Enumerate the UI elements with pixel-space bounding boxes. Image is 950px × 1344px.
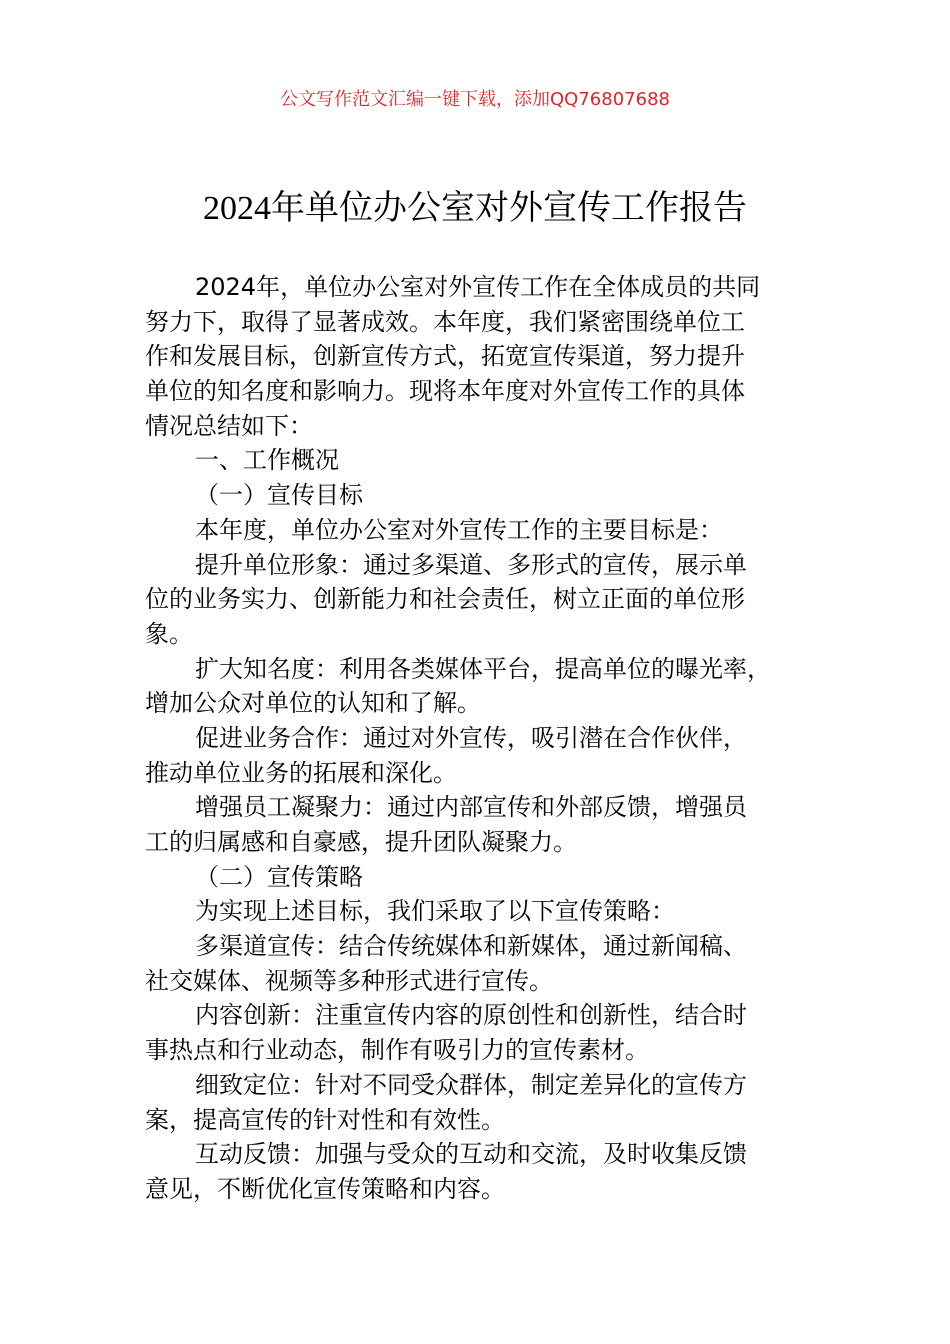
paragraph: [145, 998, 825, 1067]
text-line: 情况总结如下：: [145, 411, 313, 440]
paragraph: [145, 270, 825, 443]
paragraph: [145, 548, 825, 652]
text-line: 细致定位：针对不同受众群体，制定差异化的宣传方: [195, 1070, 747, 1099]
text-line: 增强员工凝聚力：通过内部宣传和外部反馈，增强员: [195, 793, 747, 822]
text-line: 社交媒体、视频等多种形式进行宣传。: [145, 966, 553, 995]
paragraph: [145, 513, 825, 548]
text-line: 一、工作概况: [195, 446, 339, 475]
document-body: [145, 270, 825, 1207]
text-line: 增加公众对单位的认知和了解。: [145, 689, 481, 718]
text-line: 扩大知名度：利用各类媒体平台，提高单位的曝光率，: [195, 654, 771, 683]
text-line: 互动反馈：加强与受众的互动和交流，及时收集反馈: [195, 1140, 747, 1169]
text-line: 意见，不断优化宣传策略和内容。: [145, 1174, 505, 1203]
paragraph: [145, 443, 825, 478]
document-title: 2024年单位办公室对外宣传工作报告: [203, 190, 747, 227]
text-line: 推动单位业务的拓展和深化。: [145, 758, 457, 787]
text-line: 本年度，单位办公室对外宣传工作的主要目标是：: [195, 515, 723, 544]
text-line: （二）宣传策略: [195, 862, 363, 891]
paragraph: [145, 478, 825, 513]
paragraph: [145, 894, 825, 929]
text-line: 努力下，取得了显著成效。本年度，我们紧密围绕单位工: [145, 307, 745, 336]
text-line: 单位的知名度和影响力。现将本年度对外宣传工作的具体: [145, 377, 745, 406]
text-line: 2024年，单位办公室对外宣传工作在全体成员的共同: [195, 273, 761, 301]
download-banner: 公文写作范文汇编一键下载，添加QQ76807688: [280, 89, 670, 110]
paragraph: [145, 1068, 825, 1137]
text-line: 工的归属感和自豪感，提升团队凝聚力。: [145, 828, 577, 856]
text-line: 作和发展目标，创新宣传方式，拓宽宣传渠道，努力提升: [145, 342, 745, 371]
text-line: 提升单位形象：通过多渠道、多形式的宣传，展示单: [195, 550, 747, 579]
text-line: （一）宣传目标: [195, 481, 363, 510]
text-line: 案，提高宣传的针对性和有效性。: [145, 1105, 505, 1134]
text-line: 多渠道宣传：结合传统媒体和新媒体，通过新闻稿、: [195, 932, 747, 961]
paragraph: [145, 652, 825, 721]
paragraph: [145, 860, 825, 895]
paragraph: [145, 929, 825, 998]
text-line: 促进业务合作：通过对外宣传，吸引潜在合作伙伴，: [195, 723, 747, 752]
text-line: 位的业务实力、创新能力和社会责任，树立正面的单位形: [145, 585, 745, 614]
paragraph: [145, 1137, 825, 1206]
paragraph: [145, 790, 825, 859]
paragraph: [145, 721, 825, 790]
text-line: 内容创新：注重宣传内容的原创性和创新性，结合时: [195, 1001, 747, 1030]
text-line: 事热点和行业动态，制作有吸引力的宣传素材。: [145, 1036, 649, 1065]
text-line: 象。: [145, 619, 193, 648]
text-line: 为实现上述目标，我们采取了以下宣传策略：: [195, 897, 675, 926]
